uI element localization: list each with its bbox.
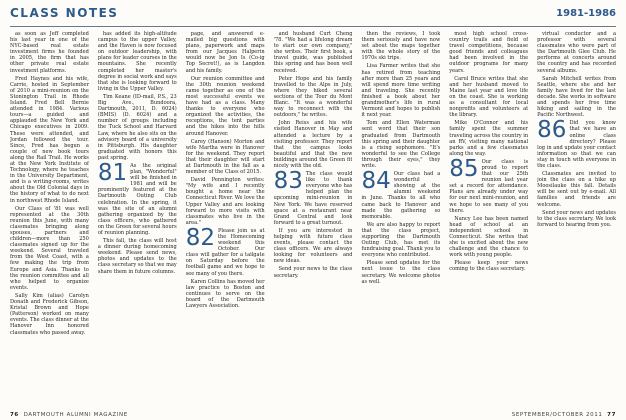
magazine-name: DARTMOUTH ALUMNI MAGAZINE xyxy=(23,412,128,418)
note-text: Peter Hope and his family travelled to the Alps in July, where they hiked several sections of the Tour du Mont Blanc. "It was a wonderful way to reconnect with the outdoors," he writes. xyxy=(273,75,353,119)
class-note-paragraph xyxy=(361,31,440,61)
class-note-paragraph xyxy=(186,76,265,137)
class-year-numeral: 85 xyxy=(449,155,479,182)
class-note-paragraph xyxy=(274,266,353,278)
note-text: If you are interested in helping with future class events, please contact the class officers. We are always looking for volunteers and new ideas. xyxy=(273,227,353,265)
notes-column xyxy=(98,31,177,407)
note-text: has added its high-altitude campus to the upper Valley, and the Haven is now focused on outdoor leadership, with plans for leader courses in the mountains. She recently completed her master's degree in social work and says that she is looking forward to living in the Upper Valley. xyxy=(97,31,177,92)
class-note-paragraph xyxy=(10,76,89,204)
class-note-paragraph xyxy=(449,155,529,214)
note-text: Our class had a wonderful showing at the alumni weekend in June. Thanks to all who came back to Hanover and made the gathering so memorable. xyxy=(361,171,441,220)
class-year-numeral: 81 xyxy=(97,159,128,186)
note-text: Mike O'Connor and his family spent the summer traveling across the country in an RV, visiting many national parks and a few classmates along the way. xyxy=(449,120,529,157)
class-note-paragraph xyxy=(449,260,528,272)
note-text: virtual conductor and a professor with several classmates who were part of the Dartmouth Glee Club. He performs at concerts around the country and has recorded several albums. xyxy=(537,31,617,74)
class-note-paragraph xyxy=(186,177,265,226)
page-footer xyxy=(10,412,616,418)
class-note-paragraph xyxy=(10,293,89,336)
class-note-paragraph xyxy=(361,260,440,284)
page-header xyxy=(10,0,616,27)
note-text: Carey (Hanson) Morton and wife Martha were in Hanover for the weekend. They report that their daughter will start at Dartmouth in the fall as a member of the Class of 2015. xyxy=(185,138,265,176)
note-text: and husband Curt Cheng '78. "We had a lifelong dream to start our own company," she writes. Their first book, a travel guide, was published this spring and has been well received. xyxy=(273,31,353,74)
class-note-paragraph xyxy=(449,31,528,74)
class-note-paragraph xyxy=(98,238,177,275)
class-note-paragraph xyxy=(537,171,616,208)
class-year-numeral: 86 xyxy=(537,117,567,144)
class-note-paragraph xyxy=(98,31,177,92)
notes-column xyxy=(537,31,616,407)
note-text: Please send updates for the next issue to the class secretary. We welcome photos as well. xyxy=(361,260,441,285)
class-note-paragraph xyxy=(361,168,441,220)
note-text: most high school cross-country trails and field of travel competitions, because good friends and colleagues had been involved in the outdoor programs for many years. xyxy=(449,31,529,74)
notes-columns xyxy=(10,31,616,407)
class-note-paragraph xyxy=(10,31,89,74)
note-text: Did you know that we have an online class directory? Please log in and update your contact information so that we can stay in touch with everyone in the class. xyxy=(537,120,617,169)
class-note-paragraph xyxy=(537,117,617,169)
class-note-paragraph xyxy=(274,31,353,74)
footer-right xyxy=(512,412,616,418)
note-text: Fred Haynes and his wife, Carrie, hosted in September of 2010 a mini-reunion on the Stonington Trail in Rhode Island. Fred Bell Bernie attended in 1984. Various tours—a guided and applauded the New York and Chicago executives in 2009. These were attended, and Jordan followed the tour. Since, Fred has begun a couple of new book tours along the Rail Trail. He works at the New York Institute of Technology, where he teaches in the University Department, and is a writing-rooms, writes about the Old Colonial days in the history of what to do next in northwest Rhode Island. xyxy=(10,75,89,204)
note-text: Nancy Lee has been named head of school at an independent school in Connecticut. She writes that she is excited about the new challenge and the chance to work with young people. xyxy=(449,215,529,259)
class-note-paragraph xyxy=(537,76,616,119)
note-text: David Pennington writes: "My wife and I recently bought a home near the Connecticut River. We love the Upper Valley and are looking forward to more visits with classmates who live in the area." xyxy=(185,177,265,226)
class-note-paragraph xyxy=(186,279,265,309)
note-text: John Reiss and his wife visited Hanover in May and attended a lecture by a visiting professor. They report that the campus looks beautiful and that the new buildings around the Green fit nicely with the old. xyxy=(273,120,353,169)
class-note-paragraph xyxy=(537,210,616,228)
page-number-right: 77 xyxy=(607,412,616,418)
footer-left xyxy=(10,412,128,418)
notes-column xyxy=(449,31,528,407)
note-text: Send your news and updates to the class secretary. We look forward to hearing from you. xyxy=(537,209,617,228)
class-note-paragraph xyxy=(537,31,616,74)
note-text: Classmates are invited to join the class on a hike up Moosilauke this fall. Details will be sent out by e-mail. All families and friends are welcome. xyxy=(537,171,617,208)
note-text: page, and answered e-mailed big questions with plans, paperwork and maps from our Jacques Halperin would now be Jon Is (Co-ig Top Secret!), as is Langdon and his family. xyxy=(185,31,265,74)
class-note-paragraph xyxy=(449,216,528,259)
class-note-paragraph xyxy=(361,63,440,118)
class-note-paragraph xyxy=(185,224,265,277)
class-note-paragraph xyxy=(361,222,440,259)
class-year-numeral: 82 xyxy=(185,224,215,251)
note-text: Please join us at the Homecoming weekend this October. Our class will gather for a tailgate on Saturday before the football game and we hope to see many of you there. xyxy=(185,227,265,277)
note-text: Our Class of '81 was well represented at the 30th reunion this June, with many classmates bringing along spouses, partners and children—more than 250 classmates signed up for the weekend. Several traveled from the West Coast, with a few making the trip from Europe and Asia. Thanks to the reunion committee and all who helped to organize events. xyxy=(10,205,89,291)
note-text: This fall, the class will host a dinner during homecoming weekend. Please send news, photos and updates to the class secretary so that we may share them in future columns. xyxy=(97,238,177,275)
note-text: Lisa Farmer writes that she has retired from teaching after more than 25 years and will spend more time writing and traveling. She recently finished a book about her grandmother's life in rural Vermont and hopes to publish it next year. xyxy=(361,63,441,119)
class-note-paragraph xyxy=(274,228,353,265)
class-year-range: 1981-1986 xyxy=(556,7,616,19)
note-text: Our reunion committee and the 30th reunion weekend came together as one of the most successful events we have had as a class. Many thanks to everyone who organized the activities, the receptions, the tent parties and the hikes into the hills around Hanover. xyxy=(185,75,265,137)
class-note-paragraph xyxy=(449,120,528,157)
class-note-paragraph xyxy=(10,206,89,291)
class-note-paragraph xyxy=(186,31,265,74)
note-text: Karen Collins has moved her law practice to Boston and continues to serve on the board of the Dartmouth Lawyers Association. xyxy=(185,278,265,310)
issue-date: SEPTEMBER/OCTOBER 2011 xyxy=(511,412,603,418)
note-text: Tim Keane (ID-mail, P.S., 23 Big Ave., Bundoora, Dartmouth, 2011, D. 6024) (BMIS) (D. 6024) and a number of groups including the Tuck School and Harvard Law, where he also sits on the advisory board of a university in Pittsburgh. His daughter graduated with honors this past spring. xyxy=(97,93,177,161)
class-note-paragraph xyxy=(186,139,265,176)
section-title: CLASS NOTES xyxy=(10,6,119,20)
note-text: Sarah Mitchell writes from Seattle, where she and her family have lived for the last decade. She works in software and spends her free time hiking and sailing in the Pacific Northwest. xyxy=(537,75,617,119)
class-note-paragraph xyxy=(274,120,353,169)
notes-column xyxy=(10,31,89,407)
note-text: The class would like to thank everyone who has helped plan the upcoming mini-reunion in New York. We have reserved space at a restaurant near Grand Central and look forward to a great turnout. xyxy=(273,171,353,226)
note-text: then the reviews, I took them seriously and have now set about the maps together with the whole story of the 1970s ski trips. xyxy=(361,31,441,62)
note-text: Carol Bruce writes that she and her husband moved to Maine last year and love life on the coast. She is working as a consultant for local nonprofits and volunteers at the library. xyxy=(449,75,529,119)
class-note-paragraph xyxy=(98,94,177,161)
page-number-left: 76 xyxy=(10,412,19,418)
note-text: as soon as Jeff completed his last year in one of the NYC-based real estate investment firms he founded in 2005, the firm that has other private real estate investment platforms. xyxy=(10,31,89,74)
note-text: Our class is proud to report that our 25th reunion last year set a record for attendance. Plans are already under way for our next mini-reunion, and we hope to see many of you there. xyxy=(449,158,529,214)
class-note-paragraph xyxy=(449,76,528,119)
note-text: We are also happy to report that the class project, supporting the Dartmouth Outing Club, has met its fundraising goal. Thank you to everyone who contributed. xyxy=(361,221,441,259)
class-year-numeral: 83 xyxy=(273,168,303,195)
class-note-paragraph xyxy=(274,76,353,119)
class-note-paragraph xyxy=(97,159,177,236)
note-text: Send your news to the class secretary. xyxy=(273,266,353,279)
note-text: Tom and Ellen Waterman sent word that their son graduated from Dartmouth this spring and their daughter is a rising sophomore. "It's wonderful to see the College through their eyes," they write. xyxy=(361,120,441,169)
class-note-paragraph xyxy=(273,168,353,226)
notes-column xyxy=(274,31,353,407)
note-text: Sally Kim (alias) Carolyn Donath and Frederick Gibson, Kristal Brown and Hope (Patterson) worked on many events. The class dinner at the Hanover Inn honored classmates who passed away. xyxy=(10,292,89,336)
notes-column xyxy=(361,31,440,407)
note-text: As the original plan, "Wonderful" will be finished in 1981 and will be prominently featured at the Dartmouth Outing Club celebration. In the spring, it was the site of an alumni gathering organized by the class officers, who gathered on the Green for several hours of reunion planning. xyxy=(97,162,177,236)
class-note-paragraph xyxy=(361,120,440,169)
note-text: Please keep your news coming to the class secretary. xyxy=(449,260,529,273)
class-year-numeral: 84 xyxy=(361,168,391,195)
notes-column xyxy=(186,31,265,407)
